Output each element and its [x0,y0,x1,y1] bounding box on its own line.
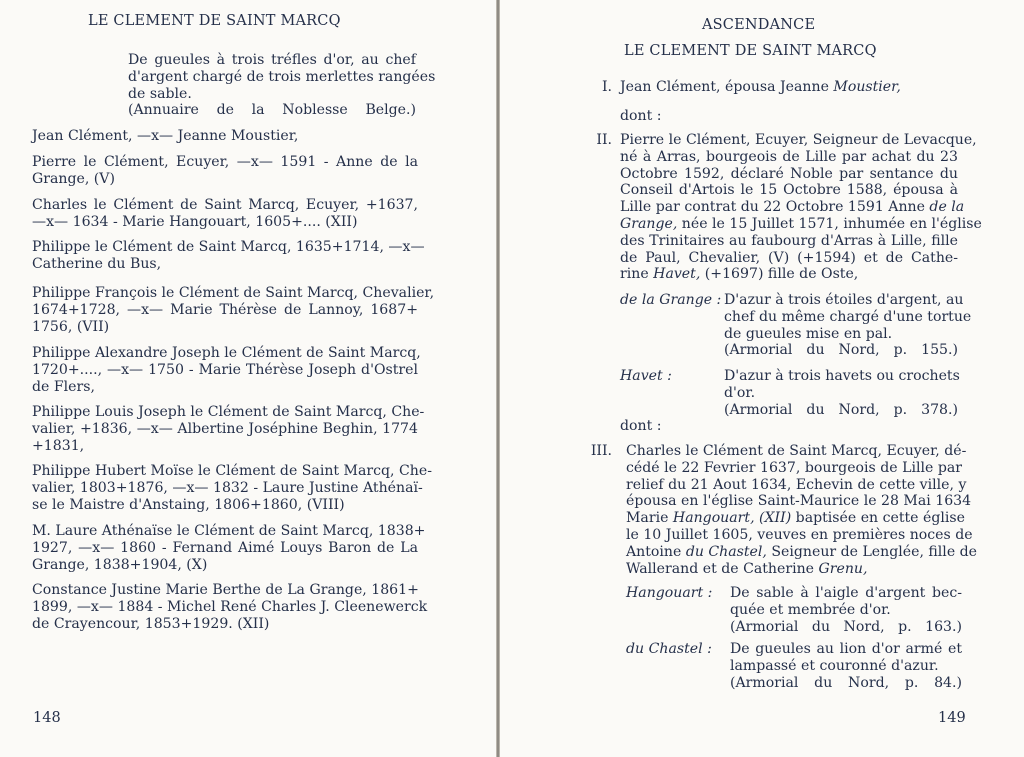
blazon-line: d'or. [724,384,756,401]
blazon-source: (Annuaire de la Noblesse Belge.) [128,102,416,119]
text-line: des Trinitaires au faubourg d'Arras à Lille, fille [620,232,958,249]
entry-line: Philippe François le Clément de Saint Marcq, Chevalier, [32,285,435,301]
dont-1: dont : [620,108,662,124]
text-run: Wallerand et de Catherine [626,560,819,577]
entry-line: Philippe Hubert Moïse le Clément de Saint Marcq, Che- [32,463,432,479]
arms-label-grange: de la Grange : [620,292,722,308]
text-line: Octobre 1592, déclaré Noble par sentance du [620,165,958,182]
entry-line: +1831, [32,437,85,454]
entry-line: se le Maistre d'Anstaing, 1806+1860, (VIII) [32,496,345,513]
left-page-heading: LE CLEMENT DE SAINT MARCQ [88,13,341,29]
text-line: Conseil d'Artois le 15 Octobre 1588, épousa à [620,182,958,199]
entry-line: valier, 1803+1876, —x— 1832 - Laure Justine Athénaï- [32,479,423,496]
text-run: Antoine [626,543,686,560]
blazon-line: de sable. [128,85,192,102]
gen1-text: Jean Clément, épousa Jeanne [620,79,834,95]
dont-2: dont : [620,418,662,434]
entry-3 [32,197,418,231]
blazon-source: (Armorial du Nord, p. 84.) [730,674,962,691]
entry-line: Catherine du Bus, [32,255,162,272]
entry-4 [32,239,425,273]
entry-7 [32,404,425,454]
entry-line: 1927, —x— 1860 - Fernand Aimé Louys Baron de La [32,539,418,556]
right-page-heading-ascendance: ASCENDANCE [702,17,816,33]
text-run: baptisée en cette église [791,510,965,527]
blazon-source: (Armorial du Nord, p. 155.) [724,342,958,359]
entry-10 [32,582,428,632]
generation-3-text [626,443,977,577]
page-number-right: 149 [938,710,966,726]
entry-5 [32,285,435,335]
blazon-line: d'argent chargé de trois merlettes rangées [128,68,436,85]
blazon-line: De sable à l'aigle d'argent bec- [730,585,962,601]
text-line: épousa en l'église Saint-Maurice le 28 Mai 1634 [626,493,972,510]
arms-grange-text [724,292,972,359]
text-line [626,510,965,527]
entry-line: Grange, 1838+1904, (X) [32,556,208,573]
entry-line: Pierre le Clément, Ecuyer, —x— 1591 - Anne de la [32,154,418,170]
entry-1 [32,128,418,145]
blazon-source: (Armorial du Nord, p. 378.) [724,401,958,418]
blazon-line: lampassé et couronné d'azur. [730,657,939,674]
right-page-heading-family: LE CLEMENT DE SAINT MARCQ [624,43,877,59]
generation-1-text [620,79,960,96]
generation-numeral: II. [596,132,612,148]
entry-line: 1899, —x— 1884 - Michel René Charles J. Cleenewerck [32,598,428,615]
text-line [626,561,962,578]
blazon-line: de gueules mise en pal. [724,325,893,342]
entry-line: Constance Justine Marie Berthe de La Grange, 1861+ [32,582,419,598]
text-run: Lille par contrat du 22 Octobre 1591 Anne [620,199,930,216]
arms-label-hangouart: Hangouart : [626,585,713,601]
blazon-line: quée et membrée d'or. [730,601,891,618]
generation-numeral: III. [590,443,612,459]
entry-line: Jean Clément, —x— Jeanne Moustier, [32,128,299,144]
text-line [620,215,982,233]
arms-chastel-text [730,641,962,691]
entry-line: M. Laure Athénaïse le Clément de Saint Marcq, 1838+ [32,523,426,539]
text-run: Seigneur de Lenglée, fille de [766,543,977,560]
gen1-italic: Moustier, [833,79,901,95]
blazon-line: D'azur à trois étoiles d'argent, au [724,292,964,308]
entry-line: Grange, (V) [32,170,115,187]
entry-8 [32,463,432,513]
text-line: Pierre le Clément, Ecuyer, Seigneur de Levacque, [620,132,977,148]
text-line: le 10 Juillet 1605, veuves en premières noces de [626,526,973,543]
text-run-italic: du Chastel, [685,543,767,560]
text-line: cédé le 22 Fevrier 1637, bourgeois de Lille par [626,459,962,476]
entry-line: Philippe Alexandre Joseph le Clément de Saint Marcq, [32,345,421,361]
text-run: née le 15 Juillet 1571, inhumée en l'église [677,215,982,232]
blazon-line: De gueules à trois tréfles d'or, au chef [128,52,416,68]
entry-line: —x— 1634 - Marie Hangouart, 1605+.... (XII) [32,213,358,230]
text-line: né à Arras, bourgeois de Lille par achat du 23 [620,148,958,165]
entry-line: de Crayencour, 1853+1929. (XII) [32,615,270,632]
left-page [0,0,496,757]
text-run-italic: Grange, [620,215,678,232]
entry-6 [32,345,421,395]
entry-line: Charles le Clément de Saint Marcq, Ecuyer, +1637, [32,197,418,213]
blazon-line: chef du même chargé d'une tortue [724,308,972,325]
entry-line: de Flers, [32,378,95,395]
generation-2-text [620,132,982,283]
arms-label-havet: Havet : [620,368,672,384]
text-run: (+1697) fille de Oste, [700,266,859,283]
entry-2 [32,154,418,188]
text-run-italic: Havet, [653,266,701,283]
text-run-italic: Hangouart, (XII) [672,510,792,527]
text-run: rine [620,266,654,283]
arms-label-chastel: du Chastel : [626,641,712,657]
page-number-left: 148 [33,710,61,726]
entry-line: 1756, (VII) [32,318,110,335]
entry-line: valier, +1836, —x— Albertine Joséphine Beghin, 1774 [32,420,418,437]
text-run-italic: de la [929,199,965,216]
blazon-source: (Armorial du Nord, p. 163.) [730,618,962,635]
text-line: relief du 21 Aout 1634, Echevin de cette ville, y [626,476,967,493]
arms-hangouart-text [730,585,962,635]
text-line: Charles le Clément de Saint Marcq, Ecuyer, dé- [626,443,967,459]
text-run-italic: Grenu, [818,560,868,577]
blazon [128,52,436,119]
entry-line: 1674+1728, —x— Marie Thérèse de Lannoy, 1687+ [32,301,418,318]
text-line [626,543,977,561]
entry-line: Philippe le Clément de Saint Marcq, 1635+1714, —x— [32,239,425,255]
right-page [500,0,1024,757]
entry-9 [32,523,426,573]
generation-numeral: I. [601,79,612,95]
blazon-line: De gueules au lion d'or armé et [730,641,962,657]
arms-havet-text [724,368,958,418]
text-run: Marie [626,510,673,527]
entry-line: Philippe Louis Joseph le Clément de Saint Marcq, Che- [32,404,425,420]
text-line [620,266,958,283]
blazon-line: D'azur à trois havets ou crochets [724,368,960,384]
text-line: de Paul, Chevalier, (V) (+1594) et de Cathe- [620,249,958,266]
entry-line: 1720+...., —x— 1750 - Marie Thérèse Joseph d'Ostrel [32,361,418,378]
text-line [620,199,965,216]
